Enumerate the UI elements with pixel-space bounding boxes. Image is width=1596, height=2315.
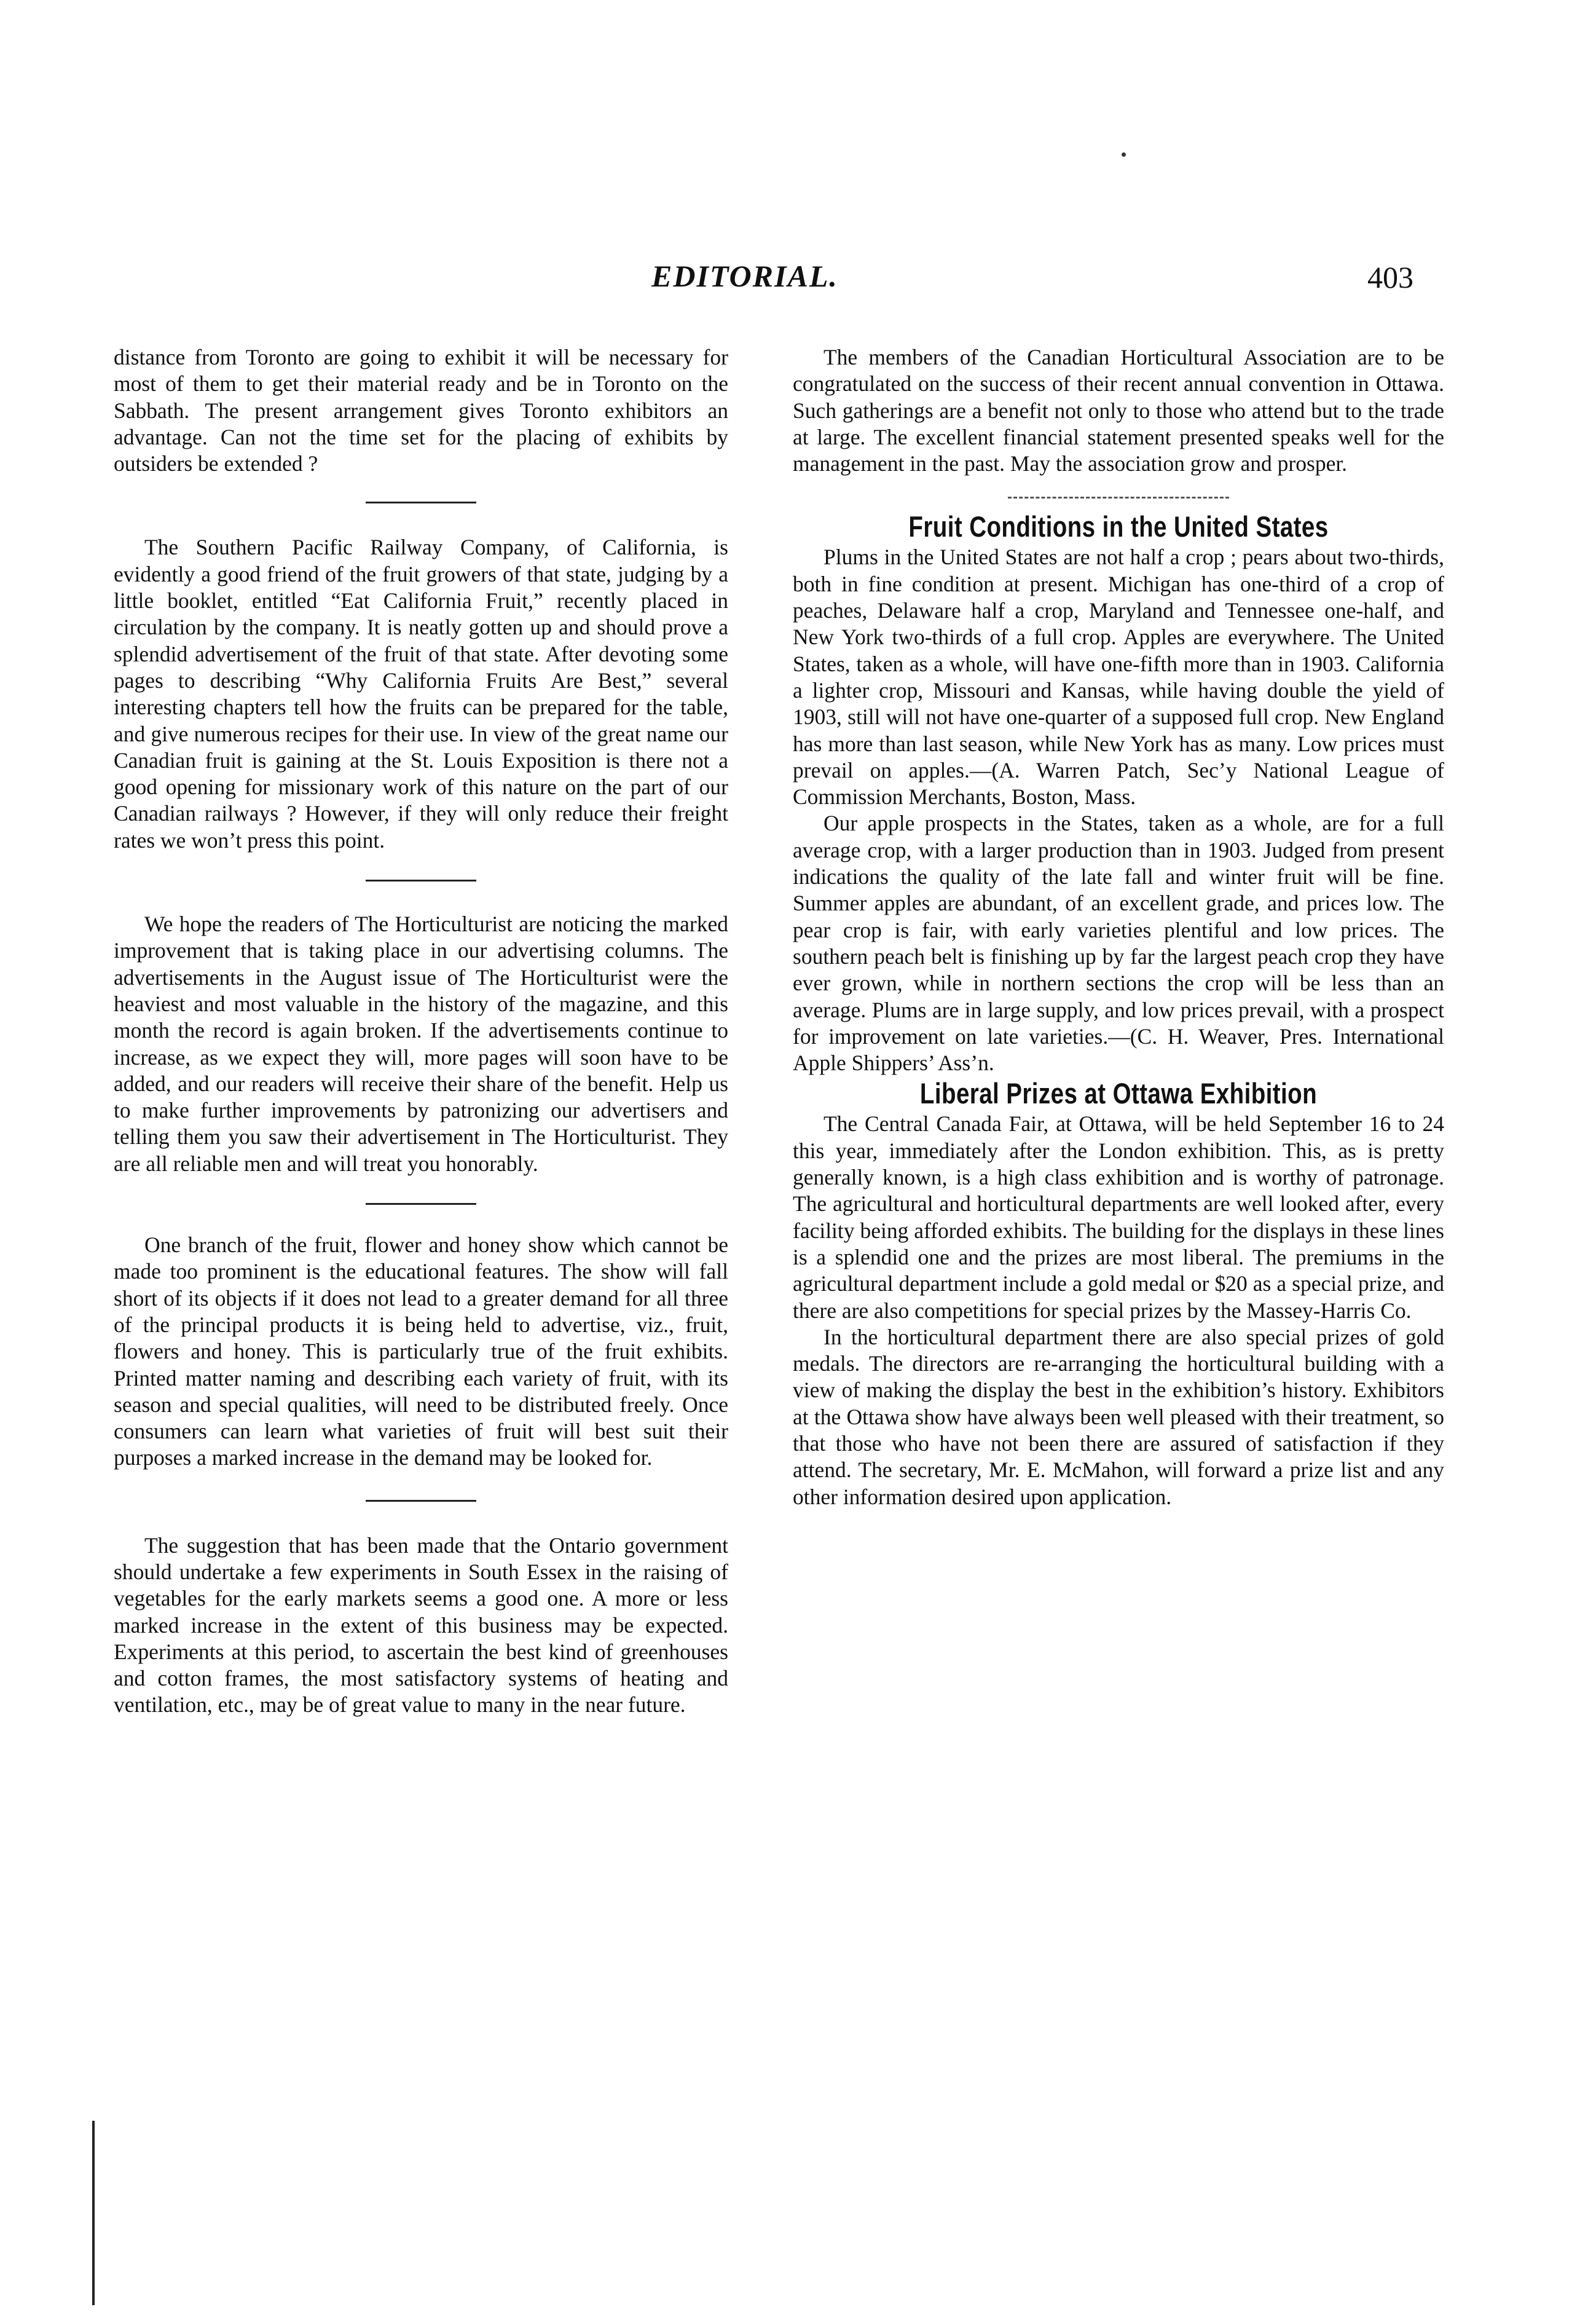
editorial-paragraph-exhibit-time: distance from Toronto are going to exhibit it will be necessary for most of them to get their material ready and be in Toronto on the Sabbath. The present arrangement gives Toronto exhibitors an advantage. Can not the time set for the placing of exhibits by outsiders be extended ?	[114, 345, 728, 476]
page-number: 403	[1367, 260, 1413, 294]
editorial-paragraph-south-essex: The suggestion that has been made that the Ontario government should undertake a few experiments in South Essex in the raising of vegetables for the early markets seems a good one. A more or less marked increase in the extent of this business may be expected. Experiments at this period, to ascertain the best kind of greenhouses and cotton frames, the most satisfactory systems of heating and ventilation, etc., may be of great value to many in the near future.	[114, 1532, 728, 1718]
left-column	[114, 344, 728, 1719]
section-divider	[366, 502, 476, 503]
section-divider	[366, 880, 476, 881]
editorial-paragraph-advertising: We hope the readers of The Horticulturist are noticing the marked improvement that is taking place in our advertising columns. The advertisements in the August issue of The Horticulturist were the heaviest and most valuable in the history of the magazine, and this month the record is again broken. If the advertisements continue to increase, as we expect they will, more pages will soon have to be added, and our readers will receive their share of the benefit. Help us to make further improvements by patronizing our advertisers and telling them you saw their advertisement in The Horticulturist. They are all reliable men and will treat you honorably.	[114, 912, 728, 1176]
print-speck	[1122, 152, 1126, 157]
liberal-prizes-paragraph: In the horticultural department there are also special prizes of gold medals. The directors are re-arranging the horticultural building with a view of making the display the best in the exhibition’s history. Exhibitors at the Ottawa show have always been well pleased with their treatment, so that those who have not been there are assured of satisfaction if they attend. The secretary, Mr. E. McMahon, will forward a prize list and any other information desired upon application.	[793, 1324, 1444, 1509]
section-divider	[366, 1500, 476, 1502]
editorial-paragraph-southern-pacific: The Southern Pacific Railway Company, of California, is evidently a good friend of the fruit growers of that state, judging by a little booklet, entitled “Eat California Fruit,” recently placed in circulation by the company. It is neatly gotten up and should prove a splendid advertisement of the fruit of that state. After devoting some pages to describing “Why California Fruits Are Best,” several interesting chapters tell how the fruits can be prepared for the table, and give numerous recipes for their use. In view of the great name our Canadian fruit is gaining at the St. Louis Exposition is there not a good opening for missionary work of this nature on the part of our Canadian railways ? However, if they will only reduce their freight rates we won’t press this point.	[114, 535, 728, 853]
running-head	[0, 258, 1596, 301]
running-title: EDITORIAL.	[651, 259, 838, 293]
section-divider	[366, 1203, 476, 1205]
section-divider	[1008, 497, 1229, 499]
section-heading-liberal-prizes: Liberal Prizes at Ottawa Exhibition	[919, 1077, 1318, 1110]
fruit-conditions-paragraph: Our apple prospects in the States, taken as a whole, are for a full average crop, with a larger production than in 1903. Judged from present indications the quality of the late fall and winter fruit will be fine. Summer apples are abundant, of an excellent grade, and prices low. The pear crop is fair, with early varieties plentiful and low prices. The southern peach belt is finishing up by far the largest peach crop they have ever grown, while in northern sections the crop will be less than an average. Plums are in large supply, and low prices prevail, with a prospect for improvement on late varieties.—(C. H. Weaver, Pres. International Apple Shippers’ Ass’n.	[793, 811, 1444, 1076]
liberal-prizes-paragraph: The Central Canada Fair, at Ottawa, will be held September 16 to 24 this year, immediately after the London exhibition. This, as is pretty generally known, is a high class exhibition and is worthy of patronage. The agricultural and horticultural departments are well looked after, every facility being afforded exhibits. The building for the displays in these lines is a splendid one and the prizes are most liberal. The premiums in the agricultural department include a gold medal or $20 as a special prize, and there are also competitions for special prizes by the Massey-Harris Co.	[793, 1111, 1444, 1323]
section-heading-fruit-conditions: Fruit Conditions in the United States	[908, 510, 1329, 543]
fruit-conditions-paragraph: Plums in the United States are not half a crop ; pears about two-thirds, both in fine condition at present. Michigan has one-third of a crop of peaches, Delaware half a crop, Maryland and Tennessee one-half, and New York two-thirds of a full crop. Apples are everywhere. The United States, taken as a whole, will have one-fifth more than in 1903. California a lighter crop, Missouri and Kansas, while having double the yield of 1903, still will not have one-quarter of a supposed full crop. New England has more than last season, while New York has as many. Low prices must prevail on apples.—(A. Warren Patch, Sec’y National League of Commission Merchants, Boston, Mass.	[793, 545, 1444, 810]
editorial-paragraph-educational: One branch of the fruit, flower and honey show which cannot be made too prominent is the educational features. The show will fall short of its objects if it does not lead to a greater demand for all three of the principal products it is being held to advertise, viz., fruit, flowers and honey. This is particularly true of the fruit exhibits. Printed matter naming and describing each variety of fruit, with its season and special qualities, will need to be distributed freely. Once consumers can learn what varieties of fruit will best suit their purposes a marked increase in the demand may be looked for.	[114, 1232, 728, 1470]
binding-margin-line	[92, 2121, 95, 2305]
editorial-paragraph-horticultural-association: The members of the Canadian Horticultural Association are to be congratulated on the success of their recent annual convention in Ottawa. Such gatherings are a benefit not only to those who attend but to the trade at large. The excellent financial statement presented speaks well for the management in the past. May the association grow and prosper.	[793, 345, 1444, 476]
right-column	[793, 344, 1444, 1510]
